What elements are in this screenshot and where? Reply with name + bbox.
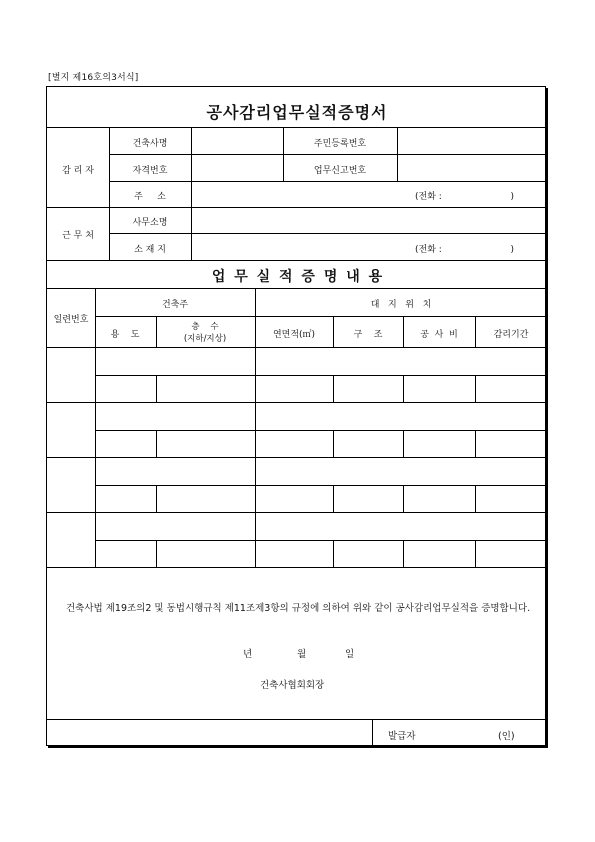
rule xyxy=(156,316,157,347)
record-3-serial-cell[interactable] xyxy=(47,458,95,512)
rule xyxy=(403,485,404,512)
phone-label: (전화 : ) xyxy=(415,192,514,202)
rule xyxy=(333,430,334,457)
rule xyxy=(475,375,476,402)
address-label: 주 소 xyxy=(134,192,166,202)
architect-name-label: 건축사명 xyxy=(132,139,168,149)
rule xyxy=(156,375,157,402)
rule xyxy=(95,288,96,567)
inspector-section-label: 감 리 자 xyxy=(62,166,94,176)
supervision-period-header: 감리기간 xyxy=(493,330,529,340)
rrn-label: 주민등록번호 xyxy=(313,139,367,149)
rule xyxy=(191,127,192,260)
rule xyxy=(333,316,334,347)
rule xyxy=(397,127,398,181)
rule xyxy=(403,375,404,402)
rule xyxy=(403,540,404,567)
rule xyxy=(95,316,547,317)
rule xyxy=(333,485,334,512)
rule xyxy=(47,512,547,513)
structure-header: 구 조 xyxy=(353,330,383,340)
serial-number-header: 일련번호 xyxy=(53,315,89,325)
license-number-label: 자격번호 xyxy=(132,166,168,176)
rule xyxy=(47,288,547,289)
floor-area-header: 연면적(㎡) xyxy=(272,330,316,340)
date-year-label: 년 xyxy=(243,649,253,660)
rule xyxy=(403,316,404,347)
certificate-form xyxy=(46,86,546,746)
record-1-serial-cell[interactable] xyxy=(47,348,95,402)
date-month-label: 월 xyxy=(297,649,307,660)
rule xyxy=(372,719,373,746)
rule xyxy=(47,567,547,568)
rule xyxy=(475,540,476,567)
rule xyxy=(475,485,476,512)
document-title: 공사감리업무실적증명서 xyxy=(206,103,388,122)
rule xyxy=(47,402,547,403)
rule xyxy=(156,430,157,457)
issuer-organization: 건축사협회회장 xyxy=(260,680,325,691)
rule xyxy=(95,430,547,431)
floors-subheader: (지하/지상) xyxy=(183,334,227,344)
rule xyxy=(47,347,547,348)
form-reference: [별지 제16호의3서식] xyxy=(48,73,139,83)
rule xyxy=(333,540,334,567)
rule xyxy=(47,207,547,208)
office-location-label: 소 재 지 xyxy=(134,245,166,255)
issuer-label: 발급자 xyxy=(388,731,416,742)
rule xyxy=(95,375,547,376)
site-location-header: 대 지 위 치 xyxy=(370,300,432,310)
record-2-serial-cell[interactable] xyxy=(47,403,95,457)
floors-header: 층 수 xyxy=(191,322,219,332)
rule xyxy=(95,540,547,541)
rule xyxy=(475,430,476,457)
record-title: 업 무 실 적 증 명 내 용 xyxy=(211,269,383,285)
certification-text: 건축사법 제19조의2 및 동법시행규칙 제11조제3항의 규정에 의하여 위와 같이 공사감리업무실적을 증명합니다. xyxy=(66,603,531,614)
rule xyxy=(156,485,157,512)
workplace-section-label: 근 무 처 xyxy=(62,231,94,241)
office-name-label: 사무소명 xyxy=(132,218,168,228)
rule xyxy=(47,260,547,261)
rule xyxy=(47,127,547,128)
record-4-serial-cell[interactable] xyxy=(47,513,95,567)
rule xyxy=(109,181,547,182)
rule xyxy=(156,540,157,567)
business-report-label: 업무신고번호 xyxy=(313,166,367,176)
rule xyxy=(46,719,546,720)
rule xyxy=(109,127,110,260)
rule xyxy=(109,154,547,155)
rule xyxy=(403,430,404,457)
building-owner-header: 건축주 xyxy=(161,300,189,310)
seal-mark[interactable]: (인) xyxy=(498,731,515,742)
date-day-label: 일 xyxy=(345,649,355,660)
rule xyxy=(475,316,476,347)
use-header: 용 도 xyxy=(110,330,140,340)
rule xyxy=(95,485,547,486)
rule xyxy=(47,457,547,458)
rule xyxy=(283,127,284,181)
rule xyxy=(333,375,334,402)
rule xyxy=(255,288,256,567)
workplace-phone-label: (전화 : ) xyxy=(415,245,514,255)
rule xyxy=(109,233,547,234)
construction-cost-header: 공 사 비 xyxy=(420,330,458,340)
